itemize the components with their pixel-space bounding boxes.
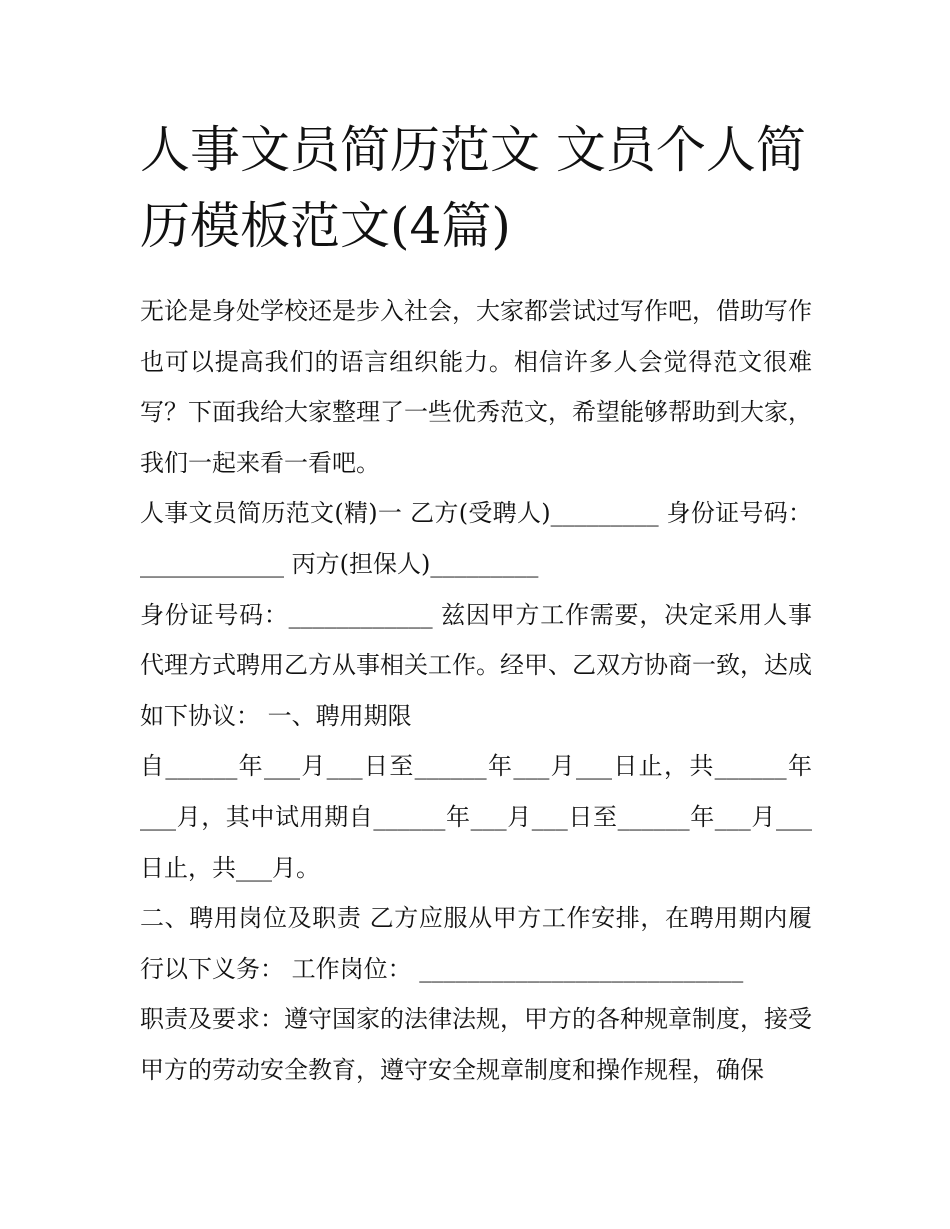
responsibilities-paragraph: 职责及要求：遵守国家的法律法规，甲方的各种规章制度，接受甲方的劳动安全教育，遵守安全规章制度和操作规程，确保 (140, 1005, 812, 1084)
document-title: 人事文员简历范文 文员个人简历模板范文(4篇) (140, 121, 806, 255)
document-body (140, 286, 812, 1096)
position-duties-paragraph: 二、聘用岗位及职责 乙方应服从甲方工作安排，在聘用期内履行以下义务： 工作岗位： ___________________________ (140, 904, 812, 983)
employment-period-paragraph: 自______年___月___日至______年___月___日止，共______年___月，其中试用期自______年___月___日至______年___月___日止，共___月。 (140, 752, 812, 882)
intro-paragraph: 无论是身处学校还是步入社会，大家都尝试过写作吧，借助写作也可以提高我们的语言组织能力。相信许多人会觉得范文很难写？下面我给大家整理了一些优秀范文，希望能够帮助到大家，我们一起来看一看吧。 (140, 297, 812, 477)
id-number-paragraph: 身份证号码：____________ 兹因甲方工作需要，决定采用人事代理方式聘用乙方从事相关工作。经甲、乙双方协商一致，达成如下协议： 一、聘用期限 (140, 600, 812, 730)
document-page (140, 112, 812, 1096)
party-b-paragraph: 人事文员简历范文(精)一 乙方(受聘人)_________ 身份证号码：____________ 丙方(担保人)_________ (140, 499, 812, 578)
